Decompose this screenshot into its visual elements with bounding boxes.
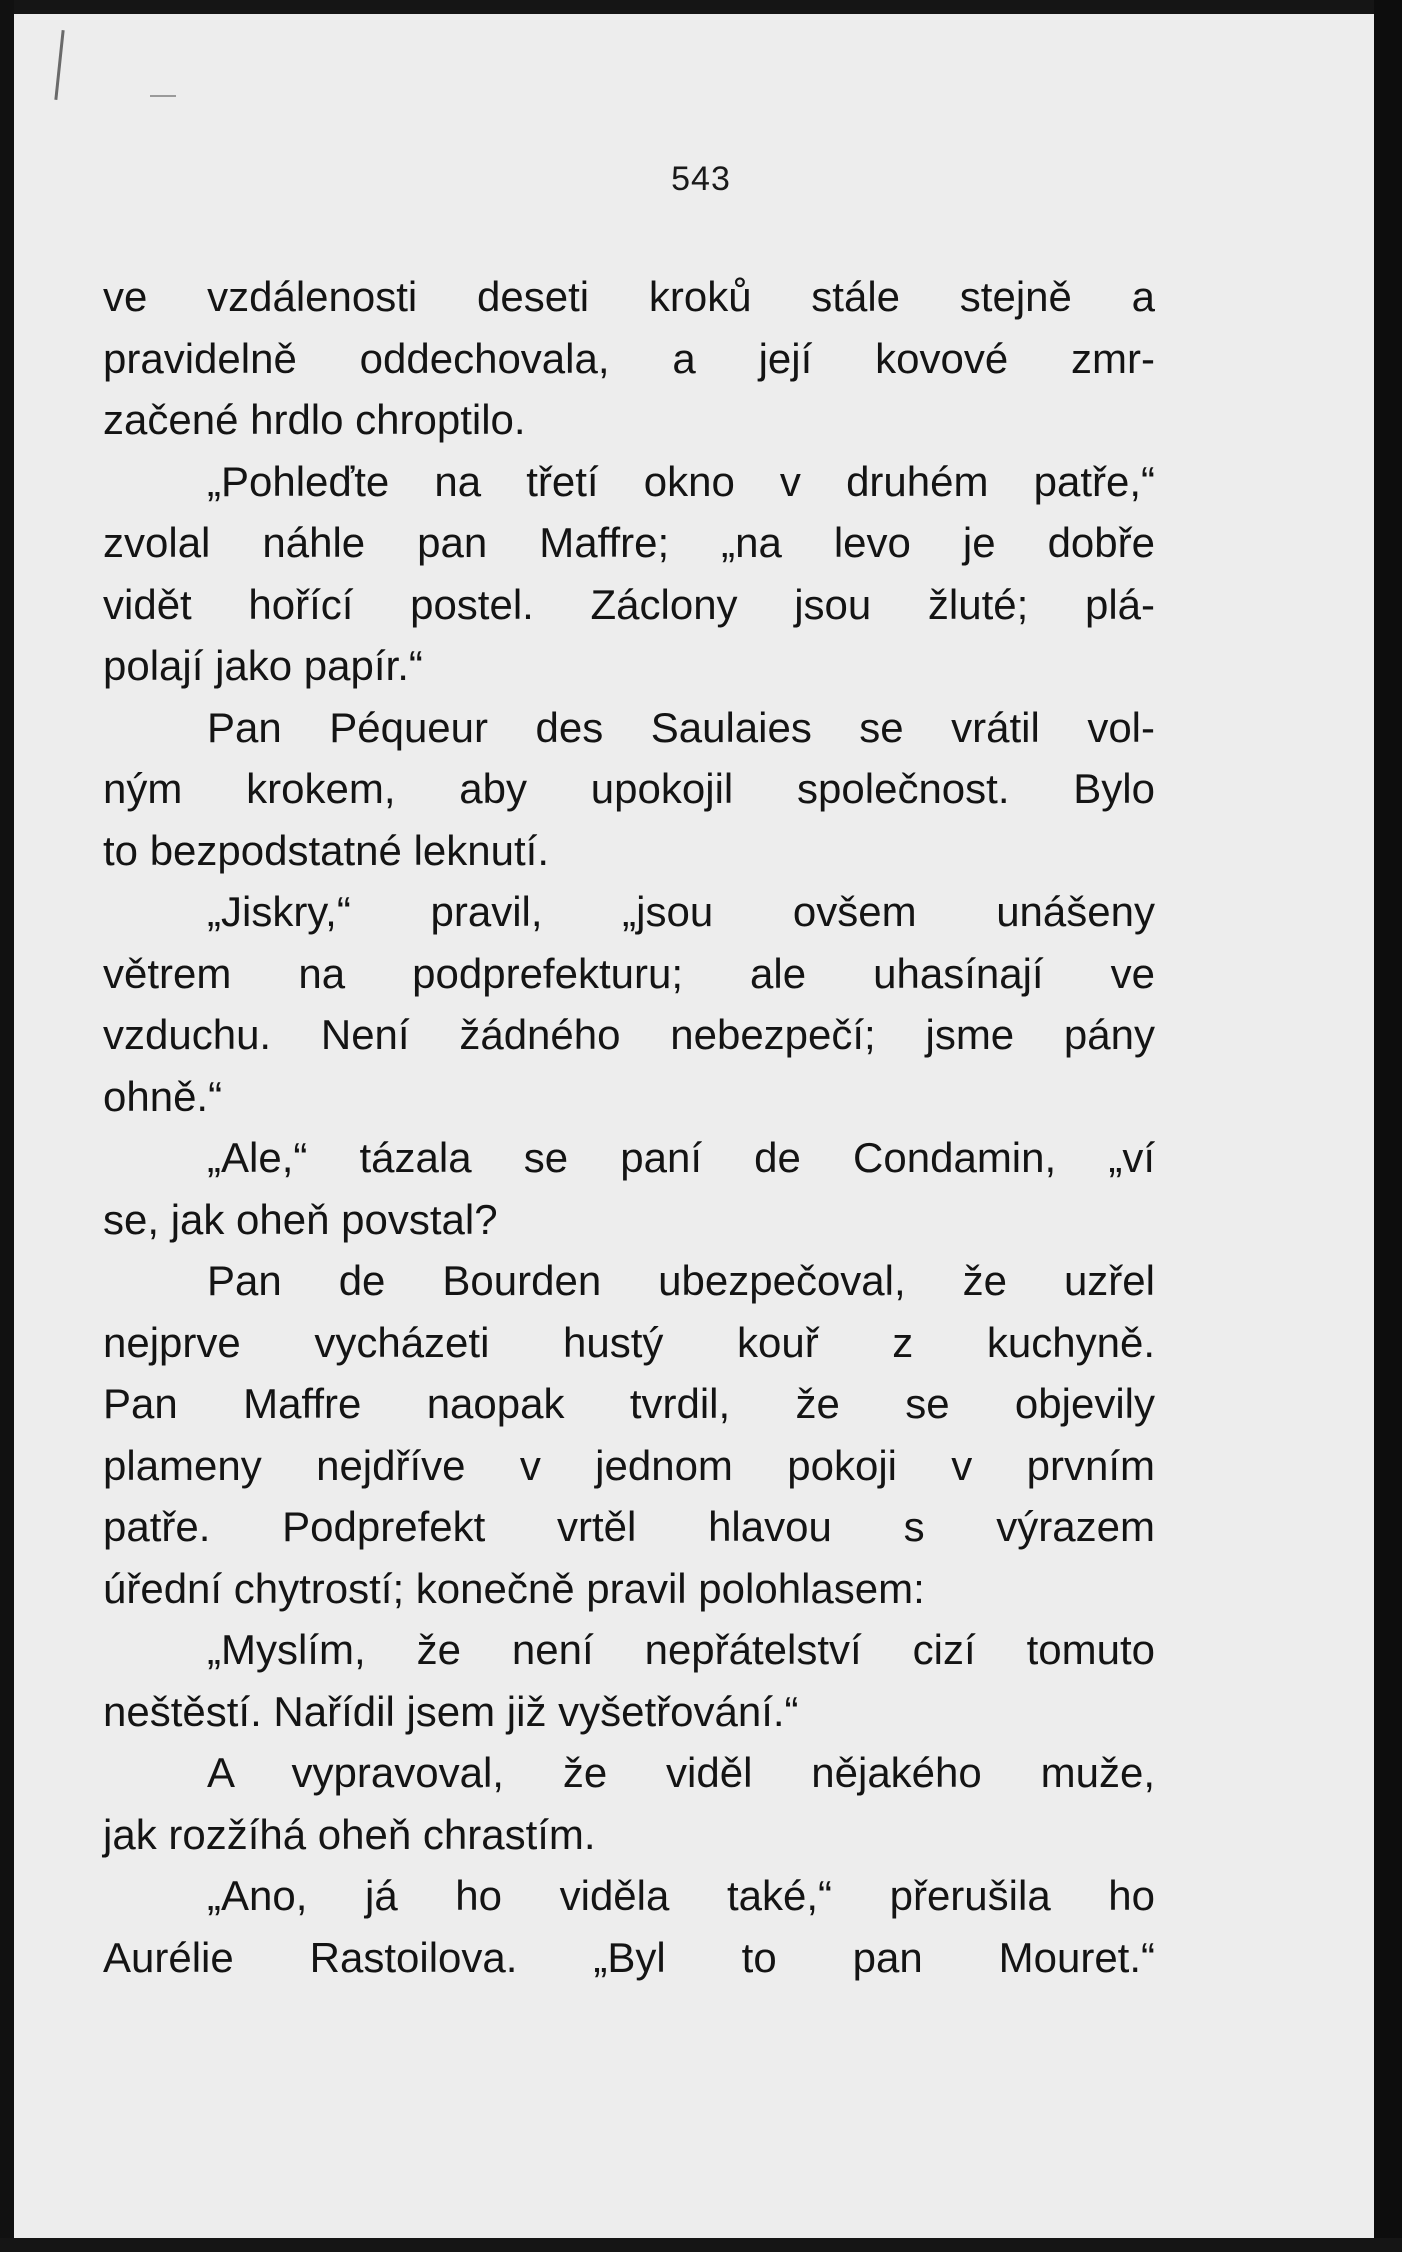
text-line: patře. Podprefekt vrtěl hlavou s výrazem (103, 1503, 1155, 1550)
text-line: Pan Péqueur des Saulaies se vrátil vol- (207, 703, 1155, 751)
text-line: úřední chytrostí; konečně pravil polohlasem: (103, 1564, 925, 1612)
text-line: plameny nejdříve v jednom pokoji v prvním (103, 1441, 1155, 1489)
text-line: „Pohleďte na třetí okno v druhém patře,“ (207, 457, 1155, 505)
scan-border-left (0, 0, 14, 2252)
page-number: 543 (671, 160, 731, 198)
text-line: vidět hořící postel. Záclony jsou žluté; plá- (103, 580, 1155, 628)
text-line: ohně.“ (103, 1072, 223, 1120)
text-line: ve vzdálenosti deseti kroků stále stejně a (103, 273, 1155, 320)
text-line: „Ale,“ tázala se paní de Condamin, „ví (207, 1134, 1155, 1181)
text-line: „Myslím, že není nepřátelství cizí tomuto (207, 1626, 1155, 1673)
text-line: ným krokem, aby upokojil společnost. Bylo (103, 765, 1155, 812)
text-line: „Ano, já ho viděla také,“ přerušila ho (207, 1872, 1155, 1919)
text-line: nejprve vycházeti hustý kouř z kuchyně. (103, 1318, 1155, 1366)
text-line: to bezpodstatné leknutí. (103, 826, 549, 874)
text-line: „Jiskry,“ pravil, „jsou ovšem unášeny (207, 888, 1155, 935)
text-line: větrem na podprefekturu; ale uhasínají ve (103, 949, 1155, 997)
text-line: vzduchu. Není žádného nebezpečí; jsme pány (103, 1011, 1155, 1058)
scan-artifact-mark (54, 30, 64, 100)
text-line: polají jako papír.“ (103, 642, 423, 689)
text-line: pravidelně oddechovala, a její kovové zmr- (103, 334, 1155, 382)
scan-border-bottom (0, 2238, 1402, 2252)
text-line: Pan de Bourden ubezpečoval, že uzřel (207, 1257, 1155, 1304)
scan-artifact-dash (150, 95, 176, 97)
text-line: A vypravoval, že viděl nějakého muže, (207, 1749, 1155, 1796)
scan-border-right (1374, 0, 1402, 2252)
text-line: neštěstí. Nařídil jsem již vyšetřování.“ (103, 1687, 799, 1735)
scan-border-top (0, 0, 1402, 14)
text-line: zvolal náhle pan Maffre; „na levo je dobře (103, 519, 1155, 566)
text-line: Pan Maffre naopak tvrdil, že se objevily (103, 1380, 1155, 1427)
text-line: se, jak oheň povstal? (103, 1195, 498, 1243)
text-line: Aurélie Rastoilova. „Byl to pan Mouret.“ (103, 1933, 1155, 1981)
body-text (103, 266, 1155, 1988)
text-line: začené hrdlo chroptilo. (103, 396, 526, 443)
text-line: jak rozžíhá oheň chrastím. (103, 1810, 596, 1858)
